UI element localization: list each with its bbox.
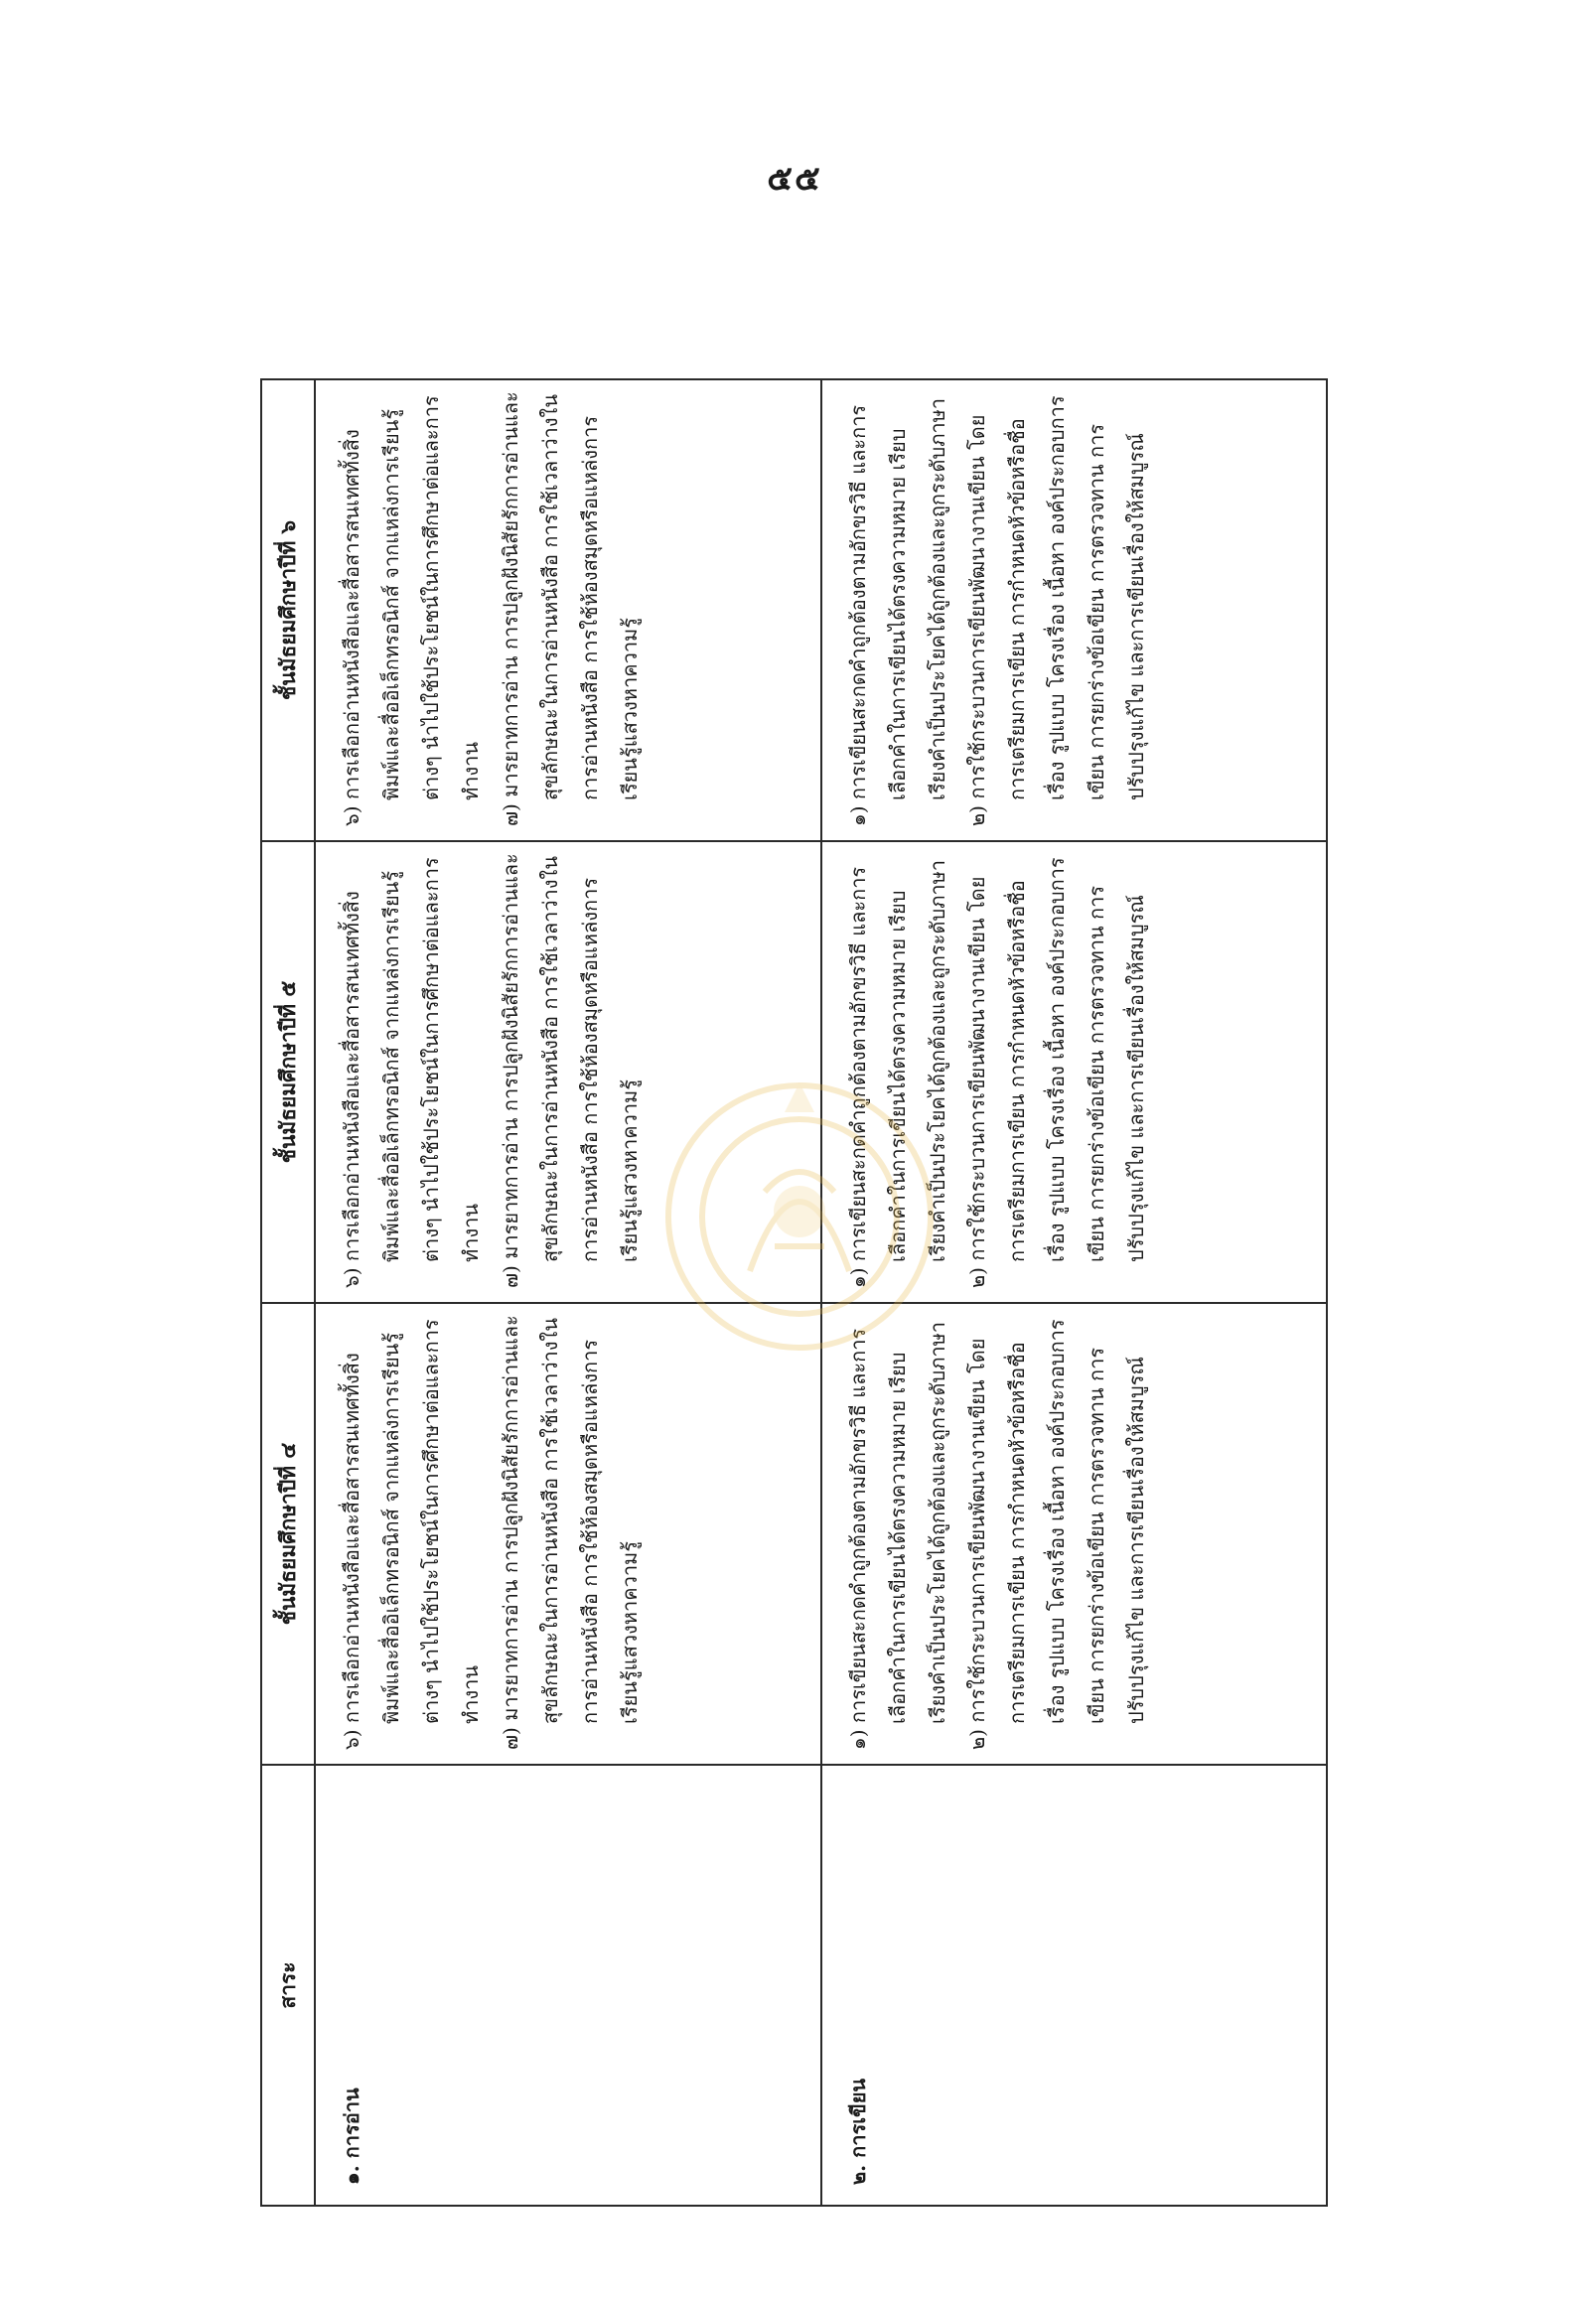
cell-writing-grade4 [821, 1303, 1328, 1765]
list-item: ๑) การเขียนสะกดคำถูกต้องตามอักขรวิธี และการเลือกคำในการเขียนได้ตรงความหมาย เรียบเรียงคำเป็นประโยคได้ถูกต้องและถูกระดับภาษา [845, 859, 949, 1288]
list-item: ๒) การใช้กระบวนการเขียนพัฒนางานเขียน โดยการเตรียมการเขียน การกำหนดหัวข้อหรือชื่อเรื่อง รูปแบบ โครงเรื่อง เนื้อหา องค์ประกอบการเขียน การยกร่างข้อเขียน การตรวจทาน การปรับปรุงแก้ไข และการเขียนเรื่องให้สมบูรณ์ [964, 1319, 1148, 1750]
header-subject: สาระ [261, 1765, 315, 2206]
header-grade5: ชั้นมัธยมศึกษาปีที่ ๕ [261, 841, 315, 1303]
school-seal-watermark-icon [655, 1073, 943, 1361]
row-subject-writing: ๒. การเขียน [821, 1765, 1328, 2206]
list-item: ๑) การเขียนสะกดคำถูกต้องตามอักขรวิธี และการเลือกคำในการเขียนได้ตรงความหมาย เรียบเรียงคำเป็นประโยคได้ถูกต้องและถูกระดับภาษา [845, 1321, 949, 1750]
table-header-row [261, 379, 315, 2206]
list-item: ๖) การเลือกอ่านหนังสือและสื่อสารสนเทศทั้งสิ่งพิมพ์และสื่ออิเล็กทรอนิกส์ จากแหล่งการเรียนรู้ต่างๆ นำไปใช้ประโยชน์ในการศึกษาต่อและการทำงาน [340, 395, 483, 826]
list-item: ๒) การใช้กระบวนการเขียนพัฒนางานเขียน โดยการเตรียมการเขียน การกำหนดหัวข้อหรือชื่อเรื่อง รูปแบบ โครงเรื่อง เนื้อหา องค์ประกอบการเขียน การยกร่างข้อเขียน การตรวจทาน การปรับปรุงแก้ไข และการเขียนเรื่องให้สมบูรณ์ [964, 395, 1148, 826]
list-item: ๗) มารยาทการอ่าน การปลูกฝังนิสัยรักการอ่านและสุขลักษณะในการอ่านหนังสือ การใช้เวลาว่างในการอ่านหนังสือ การใช้ห้องสมุดหรือแหล่งการเรียนรู้แสวงหาความรู้ [499, 1315, 642, 1750]
list-item: ๖) การเลือกอ่านหนังสือและสื่อสารสนเทศทั้งสิ่งพิมพ์และสื่ออิเล็กทรอนิกส์ จากแหล่งการเรียนรู้ต่างๆ นำไปใช้ประโยชน์ในการศึกษาต่อและการทำงาน [340, 857, 483, 1288]
cell-writing-grade6 [821, 379, 1328, 841]
header-grade6: ชั้นมัธยมศึกษาปีที่ ๖ [261, 379, 315, 841]
list-item: ๖) การเลือกอ่านหนังสือและสื่อสารสนเทศทั้งสิ่งพิมพ์และสื่ออิเล็กทรอนิกส์ จากแหล่งการเรียนรู้ต่างๆ นำไปใช้ประโยชน์ในการศึกษาต่อและการทำงาน [340, 1319, 483, 1750]
list-item: ๑) การเขียนสะกดคำถูกต้องตามอักขรวิธี และการเลือกคำในการเขียนได้ตรงความหมาย เรียบเรียงคำเป็นประโยคได้ถูกต้องและถูกระดับภาษา [845, 397, 949, 826]
cell-reading-grade4 [315, 1303, 821, 1765]
cell-reading-grade6 [315, 379, 821, 841]
list-item: ๗) มารยาทการอ่าน การปลูกฝังนิสัยรักการอ่านและสุขลักษณะในการอ่านหนังสือ การใช้เวลาว่างในการอ่านหนังสือ การใช้ห้องสมุดหรือแหล่งการเรียนรู้แสวงหาความรู้ [499, 853, 642, 1288]
row-subject-reading: ๑. การอ่าน [315, 1765, 821, 2206]
list-item: ๒) การใช้กระบวนการเขียนพัฒนางานเขียน โดยการเตรียมการเขียน การกำหนดหัวข้อหรือชื่อเรื่อง รูปแบบ โครงเรื่อง เนื้อหา องค์ประกอบการเขียน การยกร่างข้อเขียน การตรวจทาน การปรับปรุงแก้ไข และการเขียนเรื่องให้สมบูรณ์ [964, 857, 1148, 1288]
list-item: ๗) มารยาทการอ่าน การปลูกฝังนิสัยรักการอ่านและสุขลักษณะในการอ่านหนังสือ การใช้เวลาว่างในการอ่านหนังสือ การใช้ห้องสมุดหรือแหล่งการเรียนรู้แสวงหาความรู้ [499, 391, 642, 826]
page-number: ๕๕ [767, 159, 822, 199]
header-grade4: ชั้นมัธยมศึกษาปีที่ ๔ [261, 1303, 315, 1765]
